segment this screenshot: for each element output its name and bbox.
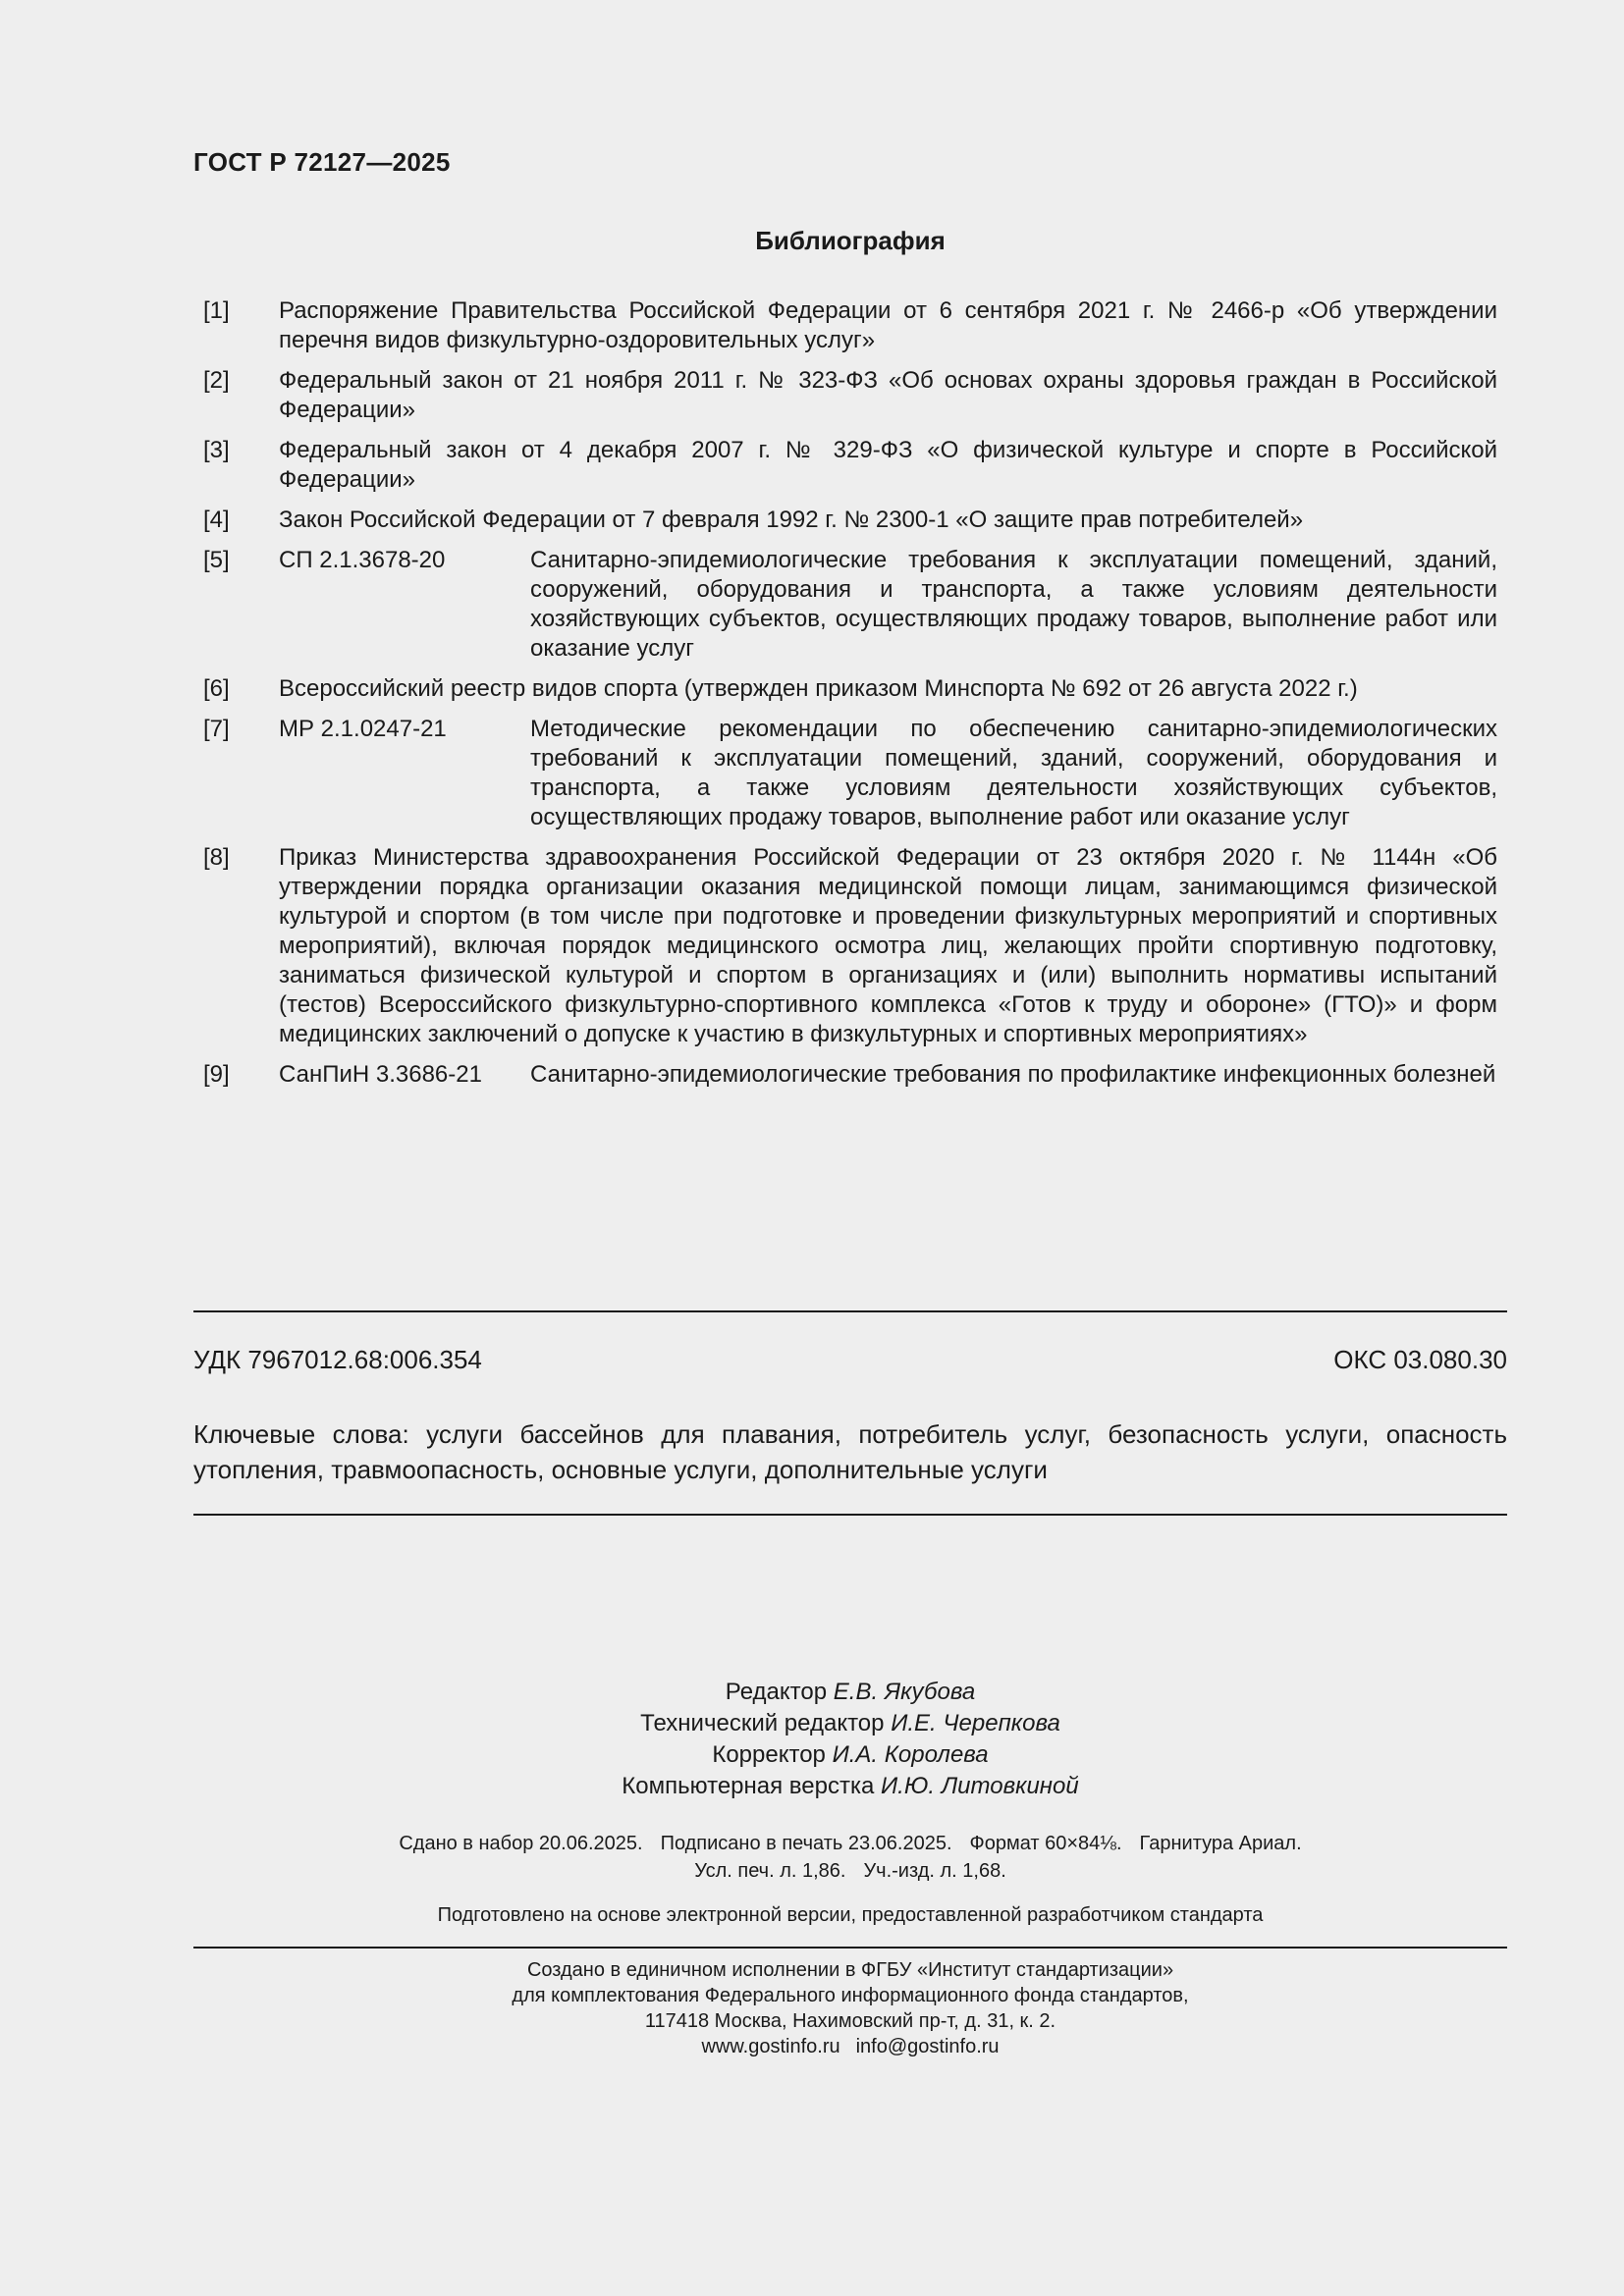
oks-code: ОКС 03.080.30 [1333,1345,1507,1374]
credit-name: И.Е. Черепкова [891,1710,1060,1736]
prepared-note: Подготовлено на основе электронной версии, предоставленной разработчиком стандарта [437,1904,1264,1926]
bibliography-entry [203,715,1497,832]
document-code: ГОСТ Р 72127—2025 [193,147,451,177]
divider-middle [193,1514,1507,1516]
entry-description: Санитарно-эпидемиологические требования по профилактике инфекционных болезней [530,1061,1496,1088]
bibliography-title: Библиография [755,226,946,255]
contacts-line [193,2034,1507,2059]
entry-code: СанПиН 3.3686-21 [279,1061,482,1088]
entry-description: Санитарно-эпидемиологические требования к эксплуатации помещений, зданий, сооружений, оборудования и транспорта, а также условиям деятельности хозяйствующих субъектов, осуществляющих продажу товаров, выполнение работ или оказание услуг [530,547,1497,662]
entry-text: Распоряжение Правительства Российской Федерации от 6 сентября 2021 г. № 2466-р «Об утверждении перечня видов физкультурно-оздоровительных услуг» [279,297,1497,353]
bibliography-entry [203,366,1497,425]
created-line-3: 117418 Москва, Нахимовский пр-т, д. 31, к. 2. [644,2010,1056,2032]
keywords: Ключевые слова: услуги бассейнов для плавания, потребитель услуг, безопасность услуги, опасность утопления, травмоопасность, основные услуги, дополнительные услуги [193,1419,1507,1484]
credit-name: И.А. Королева [832,1741,989,1768]
entry-number: [8] [203,844,230,871]
credit-line [193,1771,1507,1802]
entry-number: [2] [203,367,230,394]
entry-text: Закон Российской Федерации от 7 февраля 1992 г. № 2300-1 «О защите прав потребителей» [279,507,1304,533]
bibliography-entry [203,296,1497,355]
entry-number: [6] [203,675,230,702]
entry-number: [3] [203,437,230,463]
website-link[interactable]: www.gostinfo.ru [701,2036,840,2057]
credit-name: И.Ю. Литовкиной [881,1773,1079,1799]
typeface: Гарнитура Ариал. [1139,1833,1302,1854]
submitted-date: Сдано в набор 20.06.2025. [399,1833,643,1854]
bibliography-entry [203,546,1497,664]
imprint-block [193,1830,1507,1885]
print-sheets: Усл. печ. л. 1,86. [694,1860,846,1882]
entry-code: СП 2.1.3678-20 [279,547,446,573]
imprint-line-1 [193,1830,1507,1857]
divider-bottom [193,1947,1507,1949]
bibliography-entry [203,506,1497,535]
udk-code: УДК 7967012.68:006.354 [193,1345,482,1374]
bibliography-entry [203,843,1497,1049]
credit-role: Корректор [712,1741,826,1768]
signed-date: Подписано в печать 23.06.2025. [660,1833,952,1854]
publisher-sheets: Уч.-изд. л. 1,68. [863,1860,1006,1882]
entry-number: [1] [203,297,230,324]
credit-role: Компьютерная верстка [622,1773,875,1799]
entry-number: [4] [203,507,230,533]
credit-role: Технический редактор [640,1710,885,1736]
entry-text: Всероссийский реестр видов спорта (утвержден приказом Минспорта № 692 от 26 августа 2022 г.) [279,675,1358,702]
entry-number: [9] [203,1061,230,1088]
bibliography-list [203,296,1497,1100]
credit-role: Редактор [725,1679,828,1705]
entry-code: МР 2.1.0247-21 [279,716,447,742]
entry-number: [5] [203,547,230,573]
bibliography-entry [203,1060,1497,1090]
entry-number: [7] [203,716,230,742]
imprint-line-2 [193,1857,1507,1885]
entry-text: Приказ Министерства здравоохранения Российской Федерации от 23 октября 2020 г. № 1144н «Об утверждении порядка организации оказания медицинской помощи лицам, занимающимся физической культурой и спортом (в том числе при подготовке и проведении физкультурных мероприятий и спортивных мероприятий), включая порядок медицинского осмотра лиц, желающих пройти спортивную подготовку, заниматься физической культурой и спортом в организациях и (или) выполнить нормативы испытаний (тестов) Всероссийского физкультурно-спортивного комплекса «Готов к труду и обороне» (ГТО)» и форм медицинских заключений о допуске к участию в физкультурных и спортивных мероприятиях» [279,844,1497,1047]
bibliography-entry [203,674,1497,704]
credit-name: Е.В. Якубова [833,1679,976,1705]
entry-text: Федеральный закон от 4 декабря 2007 г. № 329-ФЗ «О физической культуре и спорте в Российской Федерации» [279,437,1497,493]
email-link[interactable]: info@gostinfo.ru [855,2036,1000,2057]
credit-line [193,1739,1507,1771]
created-line-1: Создано в единичном исполнении в ФГБУ «Институт стандартизации» [526,1959,1174,1981]
created-block [193,1957,1507,2059]
credit-line [193,1708,1507,1739]
divider-top [193,1310,1507,1312]
created-line-2: для комплектования Федерального информационного фонда стандартов, [512,1985,1189,2006]
entry-description: Методические рекомендации по обеспечению санитарно-эпидемиологических требований к эксплуатации помещений, зданий, сооружений, оборудования и транспорта, а также условиям деятельности хозяйствующих субъектов, осуществляющих продажу товаров, выполнение работ или оказание услуг [530,716,1497,830]
credits-block [193,1677,1507,1802]
credit-line [193,1677,1507,1708]
format: Формат 60×84⅛. [969,1833,1122,1854]
entry-text: Федеральный закон от 21 ноября 2011 г. № 323-ФЗ «Об основах охраны здоровья граждан в Российской Федерации» [279,367,1497,423]
bibliography-entry [203,436,1497,495]
